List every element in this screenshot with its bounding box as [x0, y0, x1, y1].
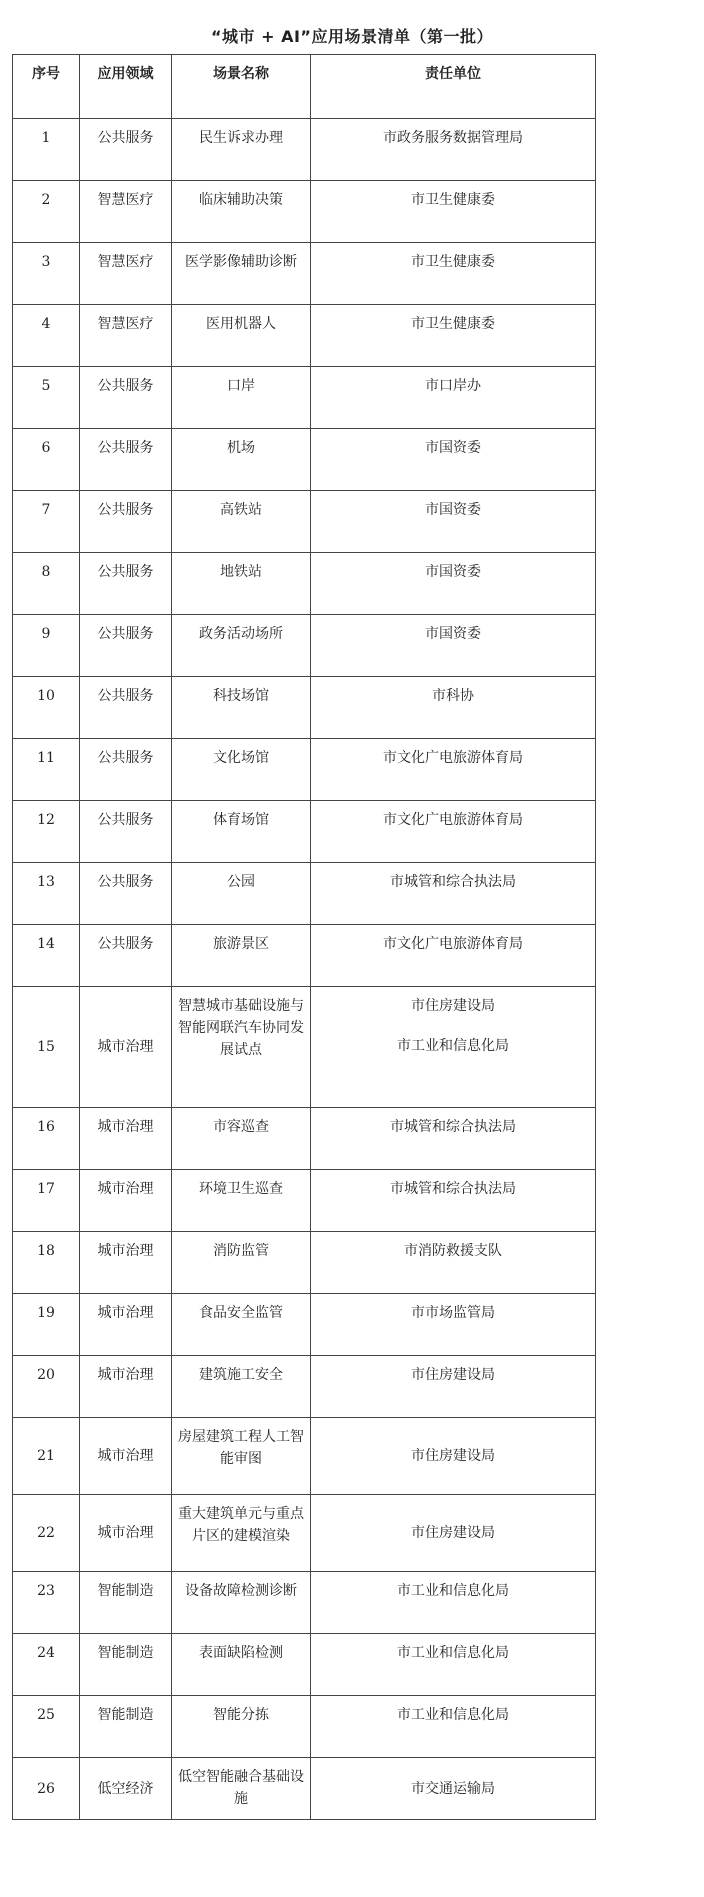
cell-unit: 市卫生健康委 — [311, 305, 596, 367]
cell-no: 4 — [13, 305, 80, 367]
cell-no: 26 — [13, 1758, 80, 1820]
cell-field: 公共服务 — [80, 925, 172, 987]
cell-field: 智能制造 — [80, 1572, 172, 1634]
table-row — [13, 1758, 596, 1820]
table-row — [13, 429, 596, 491]
cell-no: 10 — [13, 677, 80, 739]
table-row — [13, 677, 596, 739]
cell-scene: 市容巡查 — [172, 1108, 311, 1170]
cell-scene: 低空智能融合基础设施 — [172, 1758, 311, 1820]
cell-scene: 文化场馆 — [172, 739, 311, 801]
cell-field: 城市治理 — [80, 987, 172, 1108]
cell-unit: 市城管和综合执法局 — [311, 1170, 596, 1232]
cell-scene: 消防监管 — [172, 1232, 311, 1294]
cell-scene: 科技场馆 — [172, 677, 311, 739]
table-row — [13, 1294, 596, 1356]
cell-unit: 市文化广电旅游体育局 — [311, 925, 596, 987]
table-row — [13, 987, 596, 1108]
table-row — [13, 1696, 596, 1758]
cell-field: 城市治理 — [80, 1108, 172, 1170]
table-row — [13, 615, 596, 677]
cell-no: 22 — [13, 1495, 80, 1572]
cell-scene: 政务活动场所 — [172, 615, 311, 677]
cell-unit: 市市场监管局 — [311, 1294, 596, 1356]
cell-no: 17 — [13, 1170, 80, 1232]
cell-unit: 市住房建设局 — [311, 1495, 596, 1572]
cell-no: 16 — [13, 1108, 80, 1170]
table-row — [13, 1170, 596, 1232]
cell-field: 城市治理 — [80, 1232, 172, 1294]
cell-scene: 医用机器人 — [172, 305, 311, 367]
cell-field: 公共服务 — [80, 429, 172, 491]
table-row — [13, 491, 596, 553]
unit-line: 市住房建设局 — [411, 998, 495, 1014]
cell-unit: 市科协 — [311, 677, 596, 739]
cell-no: 23 — [13, 1572, 80, 1634]
cell-field: 城市治理 — [80, 1418, 172, 1495]
cell-scene: 临床辅助决策 — [172, 181, 311, 243]
cell-scene: 设备故障检测诊断 — [172, 1572, 311, 1634]
header-scene: 场景名称 — [172, 55, 311, 119]
cell-scene: 建筑施工安全 — [172, 1356, 311, 1418]
cell-no: 8 — [13, 553, 80, 615]
cell-no: 6 — [13, 429, 80, 491]
cell-scene: 环境卫生巡查 — [172, 1170, 311, 1232]
table-row — [13, 1418, 596, 1495]
cell-field: 智能制造 — [80, 1634, 172, 1696]
cell-no: 21 — [13, 1418, 80, 1495]
cell-unit: 市城管和综合执法局 — [311, 1108, 596, 1170]
cell-field: 公共服务 — [80, 491, 172, 553]
cell-unit: 市国资委 — [311, 615, 596, 677]
header-unit: 责任单位 — [311, 55, 596, 119]
cell-no: 1 — [13, 119, 80, 181]
cell-unit: 市工业和信息化局 — [311, 1572, 596, 1634]
cell-no: 13 — [13, 863, 80, 925]
cell-unit: 市卫生健康委 — [311, 181, 596, 243]
cell-unit: 市城管和综合执法局 — [311, 863, 596, 925]
cell-field: 智慧医疗 — [80, 181, 172, 243]
cell-unit: 市政务服务数据管理局 — [311, 119, 596, 181]
cell-scene: 食品安全监管 — [172, 1294, 311, 1356]
cell-no: 15 — [13, 987, 80, 1108]
cell-field: 低空经济 — [80, 1758, 172, 1820]
table-row — [13, 1356, 596, 1418]
cell-no: 5 — [13, 367, 80, 429]
cell-field: 城市治理 — [80, 1356, 172, 1418]
cell-no: 25 — [13, 1696, 80, 1758]
cell-no: 24 — [13, 1634, 80, 1696]
cell-no: 18 — [13, 1232, 80, 1294]
cell-no: 12 — [13, 801, 80, 863]
cell-no: 19 — [13, 1294, 80, 1356]
cell-field: 公共服务 — [80, 119, 172, 181]
cell-unit: 市交通运输局 — [311, 1758, 596, 1820]
table-row — [13, 863, 596, 925]
cell-unit: 市文化广电旅游体育局 — [311, 801, 596, 863]
cell-scene: 地铁站 — [172, 553, 311, 615]
cell-unit: 市消防救援支队 — [311, 1232, 596, 1294]
cell-no: 9 — [13, 615, 80, 677]
cell-scene: 重大建筑单元与重点片区的建模渲染 — [172, 1495, 311, 1572]
cell-field: 城市治理 — [80, 1170, 172, 1232]
cell-scene: 房屋建筑工程人工智能审图 — [172, 1418, 311, 1495]
cell-field: 城市治理 — [80, 1495, 172, 1572]
cell-unit: 市文化广电旅游体育局 — [311, 739, 596, 801]
table-row — [13, 367, 596, 429]
table-row — [13, 305, 596, 367]
table-row — [13, 739, 596, 801]
cell-no: 2 — [13, 181, 80, 243]
cell-field: 智慧医疗 — [80, 305, 172, 367]
table-row — [13, 1108, 596, 1170]
table-row — [13, 1634, 596, 1696]
cell-scene: 医学影像辅助诊断 — [172, 243, 311, 305]
cell-scene: 智能分拣 — [172, 1696, 311, 1758]
table-row — [13, 181, 596, 243]
cell-scene: 公园 — [172, 863, 311, 925]
cell-scene: 口岸 — [172, 367, 311, 429]
cell-unit: 市国资委 — [311, 491, 596, 553]
cell-scene: 智慧城市基础设施与智能网联汽车协同发展试点 — [172, 987, 311, 1108]
table-header-row — [13, 55, 596, 119]
unit-line: 市工业和信息化局 — [397, 1038, 509, 1054]
cell-unit: 市国资委 — [311, 429, 596, 491]
cell-scene: 民生诉求办理 — [172, 119, 311, 181]
cell-no: 14 — [13, 925, 80, 987]
cell-no: 20 — [13, 1356, 80, 1418]
table-row — [13, 1232, 596, 1294]
cell-field: 公共服务 — [80, 739, 172, 801]
cell-no: 11 — [13, 739, 80, 801]
table-row — [13, 925, 596, 987]
table-row — [13, 1572, 596, 1634]
cell-field: 城市治理 — [80, 1294, 172, 1356]
table-row — [13, 553, 596, 615]
header-no: 序号 — [13, 55, 80, 119]
cell-unit: 市工业和信息化局 — [311, 1696, 596, 1758]
cell-unit: 市口岸办 — [311, 367, 596, 429]
cell-scene: 体育场馆 — [172, 801, 311, 863]
cell-unit: 市住房建设局 — [311, 1418, 596, 1495]
table-row — [13, 243, 596, 305]
cell-unit: 市住房建设局 — [311, 1356, 596, 1418]
table-row — [13, 1495, 596, 1572]
table-row — [13, 801, 596, 863]
cell-field: 公共服务 — [80, 553, 172, 615]
scenario-table — [12, 54, 596, 1820]
table-row — [13, 119, 596, 181]
cell-field: 公共服务 — [80, 367, 172, 429]
cell-no: 7 — [13, 491, 80, 553]
cell-scene: 高铁站 — [172, 491, 311, 553]
cell-field: 智能制造 — [80, 1696, 172, 1758]
cell-unit — [311, 987, 596, 1108]
cell-field: 公共服务 — [80, 863, 172, 925]
cell-field: 智慧医疗 — [80, 243, 172, 305]
cell-scene: 机场 — [172, 429, 311, 491]
cell-field: 公共服务 — [80, 801, 172, 863]
cell-scene: 旅游景区 — [172, 925, 311, 987]
cell-scene: 表面缺陷检测 — [172, 1634, 311, 1696]
cell-unit: 市工业和信息化局 — [311, 1634, 596, 1696]
cell-unit: 市卫生健康委 — [311, 243, 596, 305]
page-title: “城市 + AI”应用场景清单（第一批） — [211, 27, 493, 46]
cell-no: 3 — [13, 243, 80, 305]
cell-field: 公共服务 — [80, 677, 172, 739]
cell-field: 公共服务 — [80, 615, 172, 677]
cell-unit: 市国资委 — [311, 553, 596, 615]
header-field: 应用领域 — [80, 55, 172, 119]
